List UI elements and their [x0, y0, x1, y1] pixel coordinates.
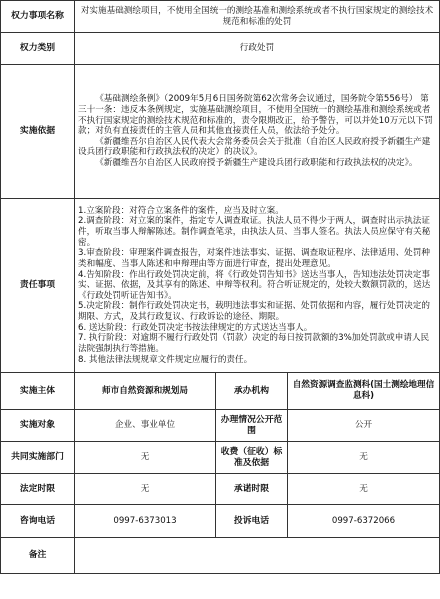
row-category [1, 33, 440, 65]
row-responsibility [1, 199, 440, 373]
item-name-value: 对实施基础测绘项目，不使用全国统一的测绘基准和测绘系统或者不执行国家规定的测绘技术规范和标准的处罚 [75, 1, 440, 33]
category-label: 权力类别 [1, 33, 75, 65]
responsibility-step-5: 5.决定阶段：制作行政处罚决定书，载明违法事实和证据、处罚依据和内容，履行处罚决定的期限、方式，及其行政复议、行政诉讼的途径、期限。 [78, 301, 430, 323]
legal-deadline-value: 无 [75, 474, 216, 505]
basis-paragraph-3: 《新疆维吾尔自治区人民政府授予新疆生产建设兵团行政职能和行政执法权的决定》。 [95, 158, 418, 169]
target-label: 实施对象 [1, 410, 75, 442]
row-item-name [1, 1, 440, 33]
item-name-label: 权力事项名称 [1, 1, 75, 33]
promised-deadline-value: 无 [288, 474, 440, 505]
remark-label: 备注 [1, 538, 75, 574]
promised-deadline-label: 承诺时限 [216, 474, 288, 505]
complaint-phone-value: 0997-6372066 [288, 505, 440, 538]
row-basis [1, 65, 440, 199]
responsibility-step-2: 2.调查阶段：对立案的案件，指定专人调查取证。执法人员不得少于两人，调查时出示执法证件，听取当事人辩解陈述。制作调查笔录，由执法人员、当事人签名。执法人员应保守有关秘密。 [78, 216, 431, 248]
row-joint [1, 442, 440, 474]
row-remark [1, 538, 440, 574]
row-contact [1, 505, 440, 538]
joint-department-value: 无 [75, 442, 216, 474]
basis-content [75, 65, 440, 199]
responsibility-step-7: 7. 执行阶段：对逾期不履行行政处罚（罚款）决定的每日按罚款额的3%加处罚款或申请人民法院强制执行等措施。 [78, 333, 430, 355]
responsibility-step-6: 6. 送达阶段：行政处罚决定书按法律规定的方式送达当事人。 [78, 322, 313, 333]
disclosure-scope-label: 办理情况公开范围 [216, 410, 288, 442]
target-value: 企业、事业单位 [75, 410, 216, 442]
responsibility-step-1: 1.立案阶段：对符合立案条件的案件，应当及时立案。 [78, 205, 284, 216]
responsibility-step-8: 8. 其他法律法规规章文件规定应履行的责任。 [78, 354, 253, 365]
organizer-label: 承办机构 [216, 373, 288, 410]
responsibility-step-4: 4.告知阶段：作出行政处罚决定前，将《行政处罚告知书》送达当事人，告知违法处罚决定事实、证据、依据，及其享有的陈述、申辩等权利。符合听证规定的，处较大数额罚款的，送达《行政处罚听证告知书》。 [78, 269, 431, 301]
responsibility-content [75, 199, 440, 373]
basis-paragraph-1: 《基础测绘条例》（2009年5月6日国务院第62次常务会议通过，国务院令第556号） 第三十一条：违反本条例规定，实施基础测绘项目，不使用全国统一的测绘基准和测绘系统或者不执行国家规定的测绘技术规范和标准的，责令限期改正，给予警告，可以并处10万元以下罚款；对负有直接责任的主管人员和其他直接责任人员，依法给予处分。 [78, 94, 433, 137]
remark-value [75, 538, 440, 574]
row-subject [1, 373, 440, 410]
complaint-phone-label: 投诉电话 [216, 505, 288, 538]
row-target [1, 410, 440, 442]
organizer-value: 自然资源调查监测科(国土测绘地理信息科) [288, 373, 440, 410]
fee-standard-label: 收费（征收）标准及依据 [216, 442, 288, 474]
basis-label: 实施依据 [1, 65, 75, 199]
responsibility-label: 责任事项 [1, 199, 75, 373]
consult-phone-label: 咨询电话 [1, 505, 75, 538]
subject-value: 师市自然资源和规划局 [75, 373, 216, 410]
consult-phone-value: 0997-6373013 [75, 505, 216, 538]
legal-deadline-label: 法定时限 [1, 474, 75, 505]
category-value: 行政处罚 [75, 33, 440, 65]
subject-label: 实施主体 [1, 373, 75, 410]
row-deadline [1, 474, 440, 505]
joint-department-label: 共同实施部门 [1, 442, 75, 474]
disclosure-scope-value: 公开 [288, 410, 440, 442]
basis-paragraph-2: 《新疆维吾尔自治区人民代表大会常务委员会关于批准（自治区人民政府授予新疆生产建设兵团行政职能和行政执法权的决定）的决议》。 [78, 136, 431, 158]
responsibility-step-3: 3.审查阶段：审理案件调查报告，对案件违法事实、证据、调查取证程序、法律适用、处罚种类和幅度、当事人陈述和申辩理由等方面进行审查，提出处理意见。 [78, 248, 430, 269]
fee-standard-value: 无 [288, 442, 440, 474]
